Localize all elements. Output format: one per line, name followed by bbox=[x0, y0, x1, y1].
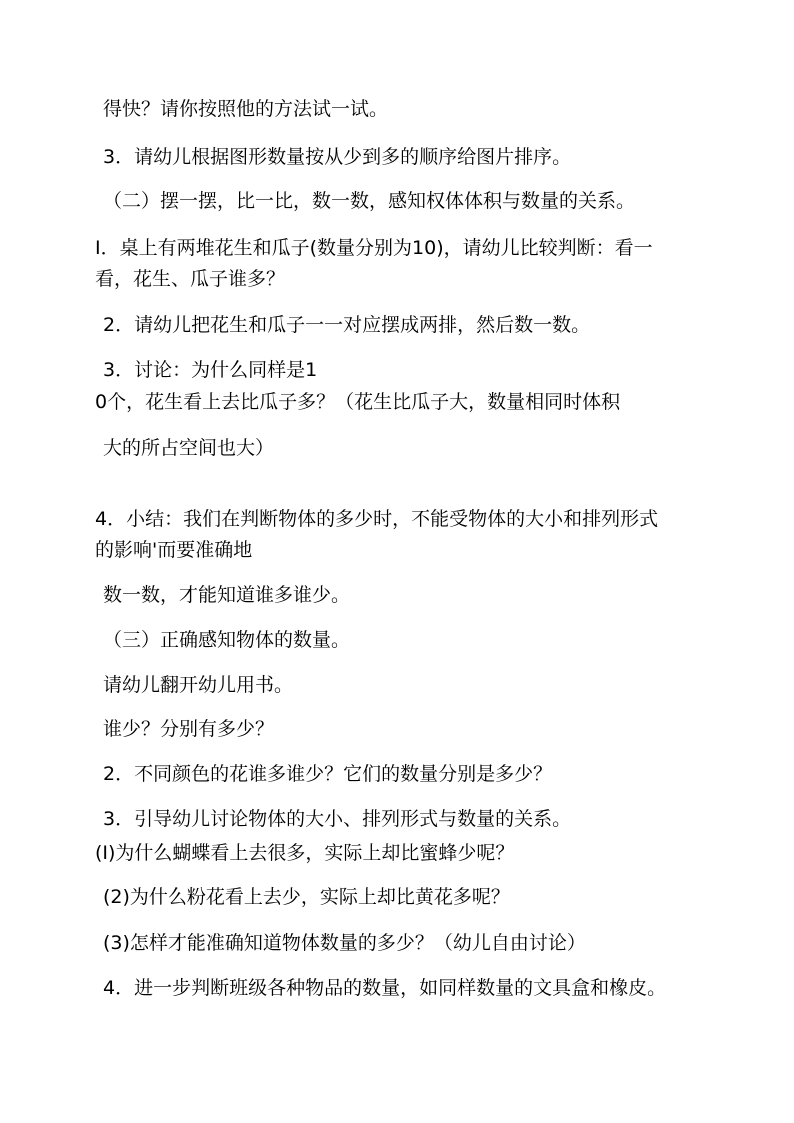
text-line-18: (I)为什么蝴蝶看上去很多，实际上却比蜜蜂少呢？ bbox=[95, 842, 515, 864]
text-line-2: 3．请幼儿根据图形数量按从少到多的顺序给图片排序。 bbox=[103, 146, 572, 168]
text-line-8: 0个，花生看上去比瓜子多？（花生比瓜子大，数量相同时体积 bbox=[95, 391, 621, 413]
text-line-1: 得快？请你按照他的方法试一试。 bbox=[103, 98, 389, 120]
text-line-19: (2)为什么粉花看上去少，实际上却比黄花多呢？ bbox=[103, 886, 510, 908]
text-line-3: （二）摆一摆，比一比，数一数，感知权体体积与数量的关系。 bbox=[103, 190, 636, 212]
text-line-14: 请幼儿翻开幼儿用书。 bbox=[103, 674, 294, 696]
text-line-15: 谁少？分别有多少？ bbox=[103, 718, 275, 740]
text-line-12: 数一数，才能知道谁多谁少。 bbox=[103, 584, 351, 606]
text-line-16: 2．不同颜色的花谁多谁少？它们的数量分别是多少？ bbox=[103, 763, 553, 785]
text-line-4: I．桌上有两堆花生和瓜子(数量分别为10)，请幼儿比较判断：看一 bbox=[95, 237, 653, 259]
text-line-6: 2．请幼儿把花生和瓜子一一对应摆成两排，然后数一数。 bbox=[103, 314, 591, 336]
text-line-20: (3)怎样才能准确知道物体数量的多少？（幼儿自由讨论） bbox=[103, 932, 586, 954]
text-line-5: 看，花生、瓜子谁多？ bbox=[95, 268, 286, 290]
text-line-17: 3．引导幼儿讨论物体的大小、排列形式与数量的关系。 bbox=[103, 808, 572, 830]
text-line-21: 4．进一步判断班级各种物品的数量，如同样数量的文具盒和橡皮。 bbox=[103, 977, 667, 999]
text-line-10: 4．小结：我们在判断物体的多少时，不能受物体的大小和排列形式 bbox=[95, 508, 659, 530]
text-line-7: 3．讨论：为什么同样是1 bbox=[103, 359, 318, 381]
text-line-11: 的影响'而要准确地 bbox=[95, 539, 253, 561]
text-line-13: （三）正确感知物体的数量。 bbox=[103, 629, 351, 651]
text-line-9: 大的所占空间也大） bbox=[103, 437, 275, 459]
